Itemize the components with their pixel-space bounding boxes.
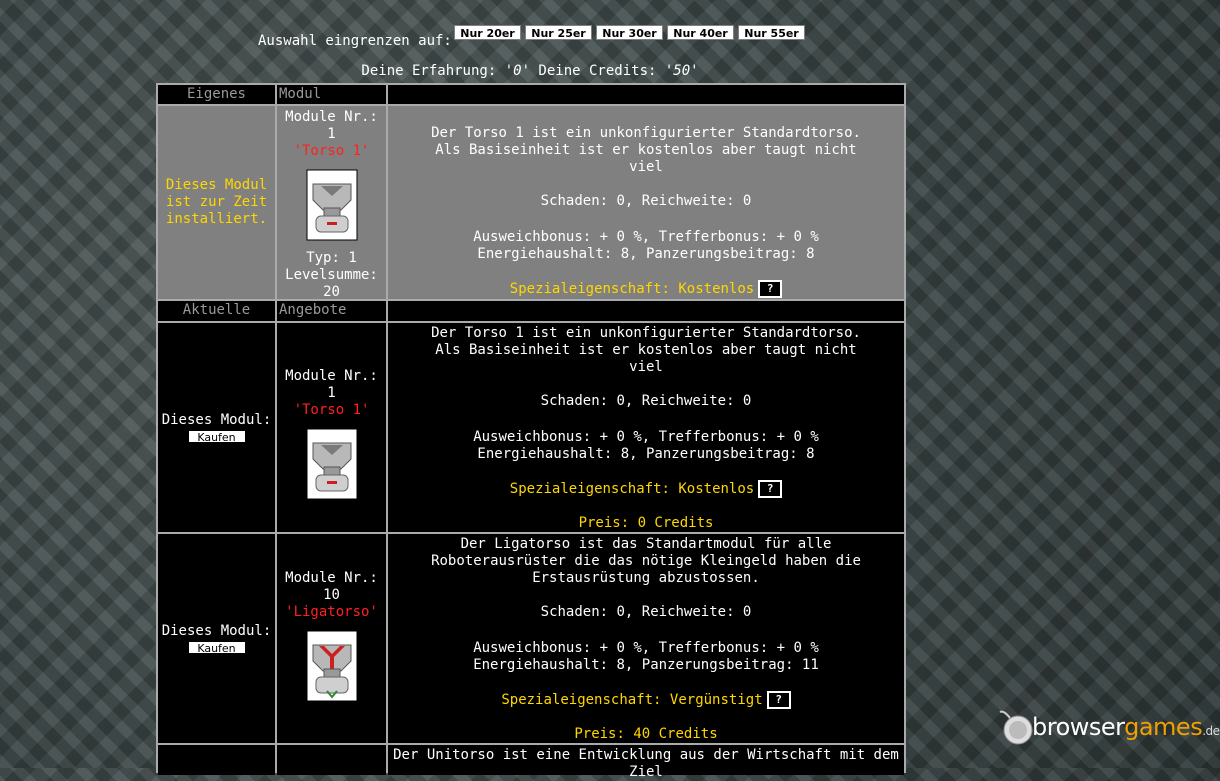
offer-3-description [388,745,904,780]
offer-1-buy-cell [158,323,275,532]
filter-label: Auswahl eingrenzen auf: [258,33,452,49]
offer-2-description [388,534,904,743]
offer-1-energy: Energiehaushalt: 8, Panzerungsbeitrag: 8 [477,446,815,462]
offer-2-module-name: 'Ligatorso' [285,604,378,620]
offer-3-desc-text: Der Unitorso ist eine Entwicklung aus der Wirtschaft mit dem Ziel [393,747,899,780]
offer-2-price: Preis: 40 Credits [574,726,718,742]
installed-typ: Typ: 1 [306,250,357,266]
offer-2-module-info [277,534,386,743]
watermark-games: games [1124,713,1203,741]
installed-desc-text: Der Torso 1 ist ein unkonfigurierter Standardtorso. Als Basiseinheit ist er kostenlos aber taugt nicht viel [431,125,861,175]
credits-label: ' Deine Credits: ' [521,63,674,79]
offer-1-price: Preis: 0 Credits [578,515,714,531]
torso-1-image [307,170,357,240]
offer-2-buy-button[interactable]: Kaufen [188,641,246,654]
player-stats [0,63,1060,79]
experience-value: 0 [513,63,522,79]
installed-module-nr: Module Nr.: 1 [285,109,378,142]
credits-value: 50 [673,63,691,79]
offer-1-damage: Schaden: 0, Reichweite: 0 [540,393,752,409]
experience-label: Deine Erfahrung: ' [361,63,514,79]
offer-1-special-text: Spezialeigenschaft: Kostenlos [509,481,755,497]
installed-levelsumme-value: 20 [323,284,340,300]
offers-header-col1: Aktuelle [158,301,275,321]
filter-25er-button[interactable]: Nur 25er [525,25,592,40]
installed-header-col2: Modul [277,85,386,104]
help-icon[interactable]: ? [758,480,782,498]
watermark-browser: browser [1032,713,1125,741]
installed-description [388,106,904,299]
installed-status: Dieses Modul ist zur Zeit installiert. [158,106,275,299]
offer-1-module-info [277,323,386,532]
offers-header-col2: Angebote [277,301,386,321]
offer-2-special-text: Spezialeigenschaft: Vergünstigt [501,692,763,708]
credits-end: ' [690,63,699,79]
installed-header-col3 [388,85,904,104]
offer-1-module-name: 'Torso 1' [293,402,370,418]
watermark-text [1032,713,1220,741]
filter-55er-button[interactable]: Nur 55er [738,25,805,40]
offer-2-damage: Schaden: 0, Reichweite: 0 [540,604,752,620]
installed-bonus: Ausweichbonus: + 0 %, Trefferbonus: + 0 % [473,229,819,245]
installed-module-info [277,106,386,299]
help-icon[interactable]: ? [758,280,782,298]
installed-module-name: 'Torso 1' [293,143,370,159]
installed-special [510,280,782,298]
offer-1-module-nr: Module Nr.: 1 [285,368,378,401]
mouse-logo-icon [998,706,1034,746]
filter-30er-button[interactable]: Nur 30er [596,25,663,40]
offer-2-desc-text: Der Ligatorso ist das Standartmodul für alle Roboterausrüster die das nötige Kleingeld haben die Erstausrüstung abzustossen. [431,536,861,586]
offer-2-label: Dieses Modul: [161,623,272,639]
offer-1-bonus: Ausweichbonus: + 0 %, Trefferbonus: + 0 % [473,429,819,445]
installed-levelsumme-label: Levelsumme: [285,267,378,283]
installed-damage: Schaden: 0, Reichweite: 0 [540,193,752,209]
help-icon[interactable]: ? [767,691,791,709]
offer-2-bonus: Ausweichbonus: + 0 %, Trefferbonus: + 0 % [473,640,819,656]
installed-header-col1: Eigenes [158,85,275,104]
offer-1-buy-button[interactable]: Kaufen [188,430,246,443]
filter-20er-button[interactable]: Nur 20er [454,25,521,40]
offer-1-desc-text: Der Torso 1 ist ein unkonfigurierter Standardtorso. Als Basiseinheit ist er kostenlos aber taugt nicht viel [431,325,861,375]
offer-2-special [501,691,790,709]
installed-special-text: Spezialeigenschaft: Kostenlos [509,281,755,297]
offer-1-label: Dieses Modul: [161,412,272,428]
offer-1-special [510,480,782,498]
offers-header-col3 [388,301,904,321]
installed-energy: Energiehaushalt: 8, Panzerungsbeitrag: 8 [477,246,815,262]
offer-2-energy: Energiehaushalt: 8, Panzerungsbeitrag: 11 [473,657,819,673]
filter-40er-button[interactable]: Nur 40er [667,25,734,40]
watermark-domain: .de [1202,724,1220,738]
offer-3-module-info [277,745,386,775]
module-table [156,83,906,780]
torso-1-image [307,429,357,499]
offer-3-buy-cell [158,745,275,775]
offer-2-buy-cell [158,534,275,743]
offer-1-description [388,323,904,532]
offer-2-module-nr: Module Nr.: 10 [285,570,378,603]
ligatorso-image [307,631,357,701]
